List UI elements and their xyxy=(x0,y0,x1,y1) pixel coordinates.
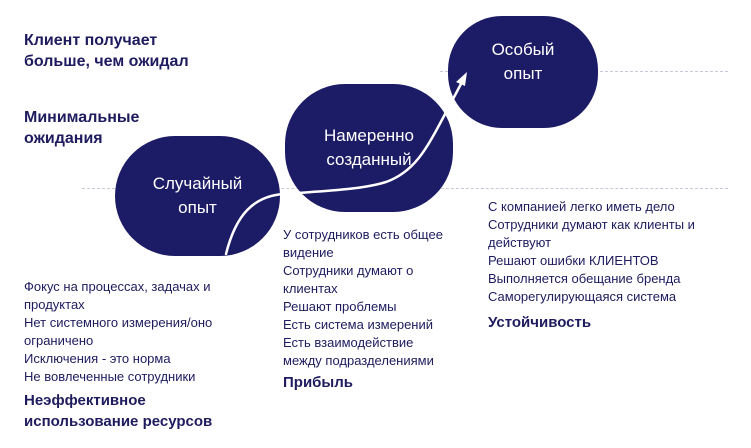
list-item: Есть взаимодействие между подразделениями xyxy=(283,335,434,368)
stage-result-random: Неэффективное использование ресурсов xyxy=(24,392,213,430)
list-item: Саморегулирующаяся система xyxy=(488,289,677,304)
level-label-low: Минимальные ожидания xyxy=(24,109,140,147)
list-item: У сотрудников есть общее видение xyxy=(283,227,443,260)
stage-title: Случайный опыт xyxy=(152,174,243,217)
list-item: Выполняется обещание бренда xyxy=(488,271,681,286)
arrow-head-icon xyxy=(456,72,467,86)
stage-points-random xyxy=(24,278,254,386)
stage-result-intentional: Прибыль xyxy=(283,374,353,391)
stage-title: Особый опыт xyxy=(491,40,555,83)
stage-result-special: Устойчивость xyxy=(488,314,592,331)
list-item: Фокус на процессах, задачах и продуктах xyxy=(24,279,211,312)
stage-points-special xyxy=(488,198,738,306)
level-label-high: Клиент получает больше, чем ожидал xyxy=(24,32,189,70)
list-item: Решают проблемы xyxy=(283,299,397,314)
list-item: Нет системного измерения/оно ограничено xyxy=(24,315,213,348)
list-item: Сотрудники думают о клиентах xyxy=(283,263,414,296)
list-item: С компанией легко иметь дело xyxy=(488,199,675,214)
list-item: Решают ошибки КЛИЕНТОВ xyxy=(488,253,659,268)
stage-title: Намеренно созданный xyxy=(323,126,414,169)
list-item: Не вовлеченные сотрудники xyxy=(24,369,196,384)
list-item: Исключения - это норма xyxy=(24,351,171,366)
stage-points-intentional xyxy=(283,226,483,370)
list-item: Есть система измерений xyxy=(283,317,433,332)
list-item: Сотрудники думают как клиенты и действуют xyxy=(488,217,695,250)
